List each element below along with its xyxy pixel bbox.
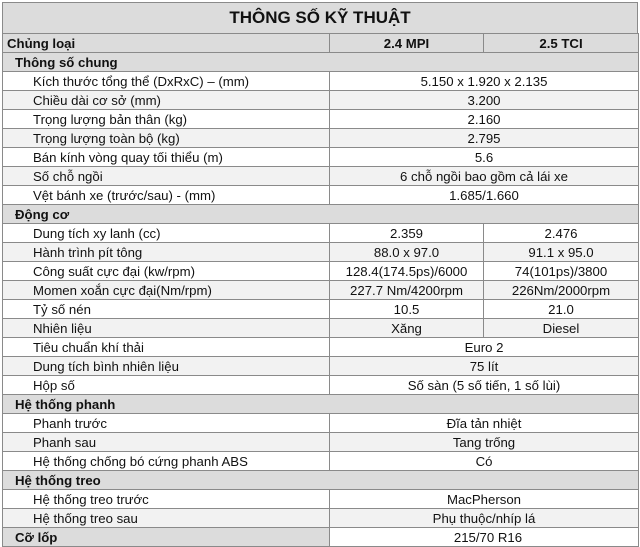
spec-value-mpi: 88.0 x 97.0 (330, 243, 484, 262)
spec-label: Vệt bánh xe (trước/sau) - (mm) (3, 186, 330, 205)
spec-value: 75 lít (330, 357, 639, 376)
spec-row (3, 224, 639, 243)
section-header-row (3, 395, 639, 414)
spec-value-mpi: 227.7 Nm/4200rpm (330, 281, 484, 300)
spec-row (3, 490, 639, 509)
spec-value-tci: Diesel (484, 319, 639, 338)
spec-value: 2.795 (330, 129, 639, 148)
spec-label: Bán kính vòng quay tối thiểu (m) (3, 148, 330, 167)
spec-row (3, 433, 639, 452)
spec-value: Số sàn (5 số tiến, 1 số lùi) (330, 376, 639, 395)
section-header-row (3, 205, 639, 224)
spec-value: 2.160 (330, 110, 639, 129)
spec-row (3, 243, 639, 262)
spec-label: Hộp số (3, 376, 330, 395)
section-title: Hệ thống phanh (3, 395, 639, 414)
spec-label: Phanh sau (3, 433, 330, 452)
spec-value-tci: 2.476 (484, 224, 639, 243)
spec-label: Phanh trước (3, 414, 330, 433)
spec-value-mpi: 2.359 (330, 224, 484, 243)
section-title: Thông số chung (3, 53, 639, 72)
spec-label: Momen xoắn cực đại(Nm/rpm) (3, 281, 330, 300)
spec-value: Đĩa tản nhiệt (330, 414, 639, 433)
spec-row (3, 91, 639, 110)
spec-row (3, 376, 639, 395)
header-col-1: 2.4 MPI (330, 34, 484, 53)
spec-value: Euro 2 (330, 338, 639, 357)
spec-label: Hệ thống chống bó cứng phanh ABS (3, 452, 330, 471)
section-title: Hệ thống treo (3, 471, 639, 490)
spec-row (3, 148, 639, 167)
tire-label: Cỡ lốp (3, 528, 330, 547)
spec-row (3, 509, 639, 528)
spec-label: Tiêu chuẩn khí thải (3, 338, 330, 357)
spec-row (3, 186, 639, 205)
spec-label: Nhiên liệu (3, 319, 330, 338)
spec-label: Dung tích xy lanh (cc) (3, 224, 330, 243)
spec-row (3, 338, 639, 357)
spec-table-body (3, 34, 639, 547)
spec-label: Hệ thống treo sau (3, 509, 330, 528)
spec-row (3, 300, 639, 319)
spec-row (3, 319, 639, 338)
section-title: Động cơ (3, 205, 639, 224)
section-header-row (3, 53, 639, 72)
spec-value: MacPherson (330, 490, 639, 509)
spec-row (3, 72, 639, 91)
spec-value-tci: 226Nm/2000rpm (484, 281, 639, 300)
spec-row (3, 262, 639, 281)
spec-row (3, 357, 639, 376)
spec-row (3, 281, 639, 300)
spec-value: 5.150 x 1.920 x 2.135 (330, 72, 639, 91)
spec-value-tci: 21.0 (484, 300, 639, 319)
spec-label: Tỷ số nén (3, 300, 330, 319)
spec-value: Có (330, 452, 639, 471)
spec-label: Trọng lượng toàn bộ (kg) (3, 129, 330, 148)
spec-value: 3.200 (330, 91, 639, 110)
spec-value-tci: 91.1 x 95.0 (484, 243, 639, 262)
tire-value: 215/70 R16 (330, 528, 639, 547)
spec-row (3, 414, 639, 433)
spec-label: Hành trình pít tông (3, 243, 330, 262)
page-title: THÔNG SỐ KỸ THUẬT (2, 2, 638, 33)
spec-table (2, 33, 639, 547)
spec-label: Kích thước tổng thể (DxRxC) – (mm) (3, 72, 330, 91)
spec-sheet (2, 2, 638, 547)
spec-value: 1.685/1.660 (330, 186, 639, 205)
spec-value: 5.6 (330, 148, 639, 167)
spec-value-mpi: 128.4(174.5ps)/6000 (330, 262, 484, 281)
spec-label: Dung tích bình nhiên liệu (3, 357, 330, 376)
section-header-row (3, 471, 639, 490)
spec-label: Số chỗ ngồi (3, 167, 330, 186)
spec-value-mpi: Xăng (330, 319, 484, 338)
spec-value-mpi: 10.5 (330, 300, 484, 319)
spec-row (3, 167, 639, 186)
header-label: Chủng loại (3, 34, 330, 53)
spec-label: Hệ thống treo trước (3, 490, 330, 509)
spec-row (3, 452, 639, 471)
spec-value: Tang trống (330, 433, 639, 452)
spec-row (3, 110, 639, 129)
spec-label: Chiều dài cơ sở (mm) (3, 91, 330, 110)
spec-label: Trọng lượng bản thân (kg) (3, 110, 330, 129)
header-col-2: 2.5 TCI (484, 34, 639, 53)
spec-label: Công suất cực đại (kw/rpm) (3, 262, 330, 281)
spec-value: Phụ thuộc/nhíp lá (330, 509, 639, 528)
tire-row (3, 528, 639, 547)
spec-value: 6 chỗ ngồi bao gồm cả lái xe (330, 167, 639, 186)
spec-value-tci: 74(101ps)/3800 (484, 262, 639, 281)
header-row (3, 34, 639, 53)
spec-row (3, 129, 639, 148)
